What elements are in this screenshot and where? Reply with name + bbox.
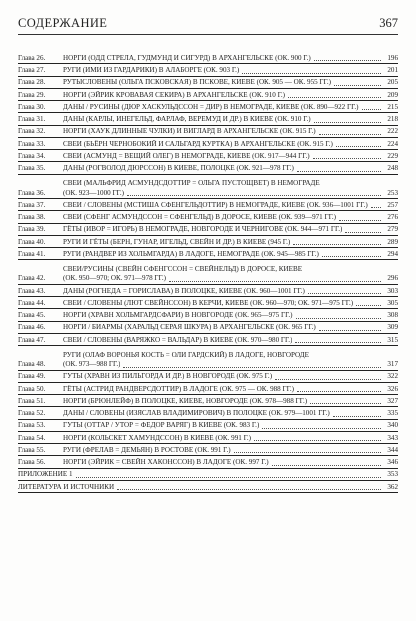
toc-entry-title: ЛИТЕРАТУРА И ИСТОЧНИКИ [18,482,115,491]
toc-entry-title: ДАНЫ (РОГНЕДА = ГОРИСЛАВА) В ПОЛОЦКЕ, КИЕВЕ (ОК. 960—1001 ГГ.) [63,286,305,295]
toc-entry-title: НОРГИ (КОЛЬСКЕТ ХАМУНДССОН) В КИЕВЕ (ОК. 991 Г.) [63,433,252,442]
row-rule [18,492,398,493]
dot-leader [295,342,381,343]
toc-page-number: 294 [387,249,398,258]
toc-entry [18,371,398,383]
toc-entry [18,260,398,285]
dot-leader [127,195,381,196]
toc-chapter-label: Глава 32. [18,127,46,136]
toc-entry-title: РУГИ (ИМИ ИЗ ГАРДАРИКИ) В АЛАБОРГЕ (ОК. 903 Г.) [63,66,240,74]
toc-entry-title: РУГИ И ГЁТЫ (БЕРН, ГУНАР, ИГЕЛЬД, СВЕЙН И ДР.) В КИЕВЕ (945 Г.) [63,237,291,246]
toc-chapter-label: Глава 55. [18,445,46,454]
toc-page-number: 296 [387,274,398,283]
toc-chapter-label: Глава 30. [18,102,46,111]
toc-chapter-label: Глава 49. [18,372,46,381]
dot-leader [272,465,381,466]
toc-entry [18,432,398,444]
toc-entry-title: НОРГИ (ХРАВН ХОЛЬМГАРДСФАРИ) В НОВГОРОДЕ (ОК. 965—975 ГГ.) [63,311,293,319]
toc-entry [18,297,398,309]
toc-entry-title: ДАНЫ / СЛОВЕНЫ (ИЗЯСЛАВ ВЛАДИМИРОВИЧ) В ПОЛОЦКЕ (ОК. 979—1001 ГГ.) [63,409,330,417]
toc-entry [18,113,398,125]
page-header [18,14,398,35]
toc-page-number: 215 [387,102,398,111]
toc-entry [18,407,398,419]
dot-leader [262,428,381,429]
toc-page-number: 362 [387,482,398,491]
toc-chapter-label: Глава 45. [18,311,46,319]
toc-entry-title-continued: (ОК. 950—970; ОК. 971—978 ГГ.) [63,274,166,283]
toc-entry-title: ДАНЫ (РОГВОЛОД ДЮРССОН) В КИЕВЕ, ПОЛОЦКЕ (ОК. 921—978 ГГ.) [63,164,294,172]
toc-chapter-label: Глава 31. [18,115,46,123]
toc-entry [18,64,398,76]
page-number: 367 [379,16,398,30]
toc-entry-title: НОРГИ / БИАРМЫ (ХАРАЛЬД СЕРАЯ ШКУРА) В АРХАНГЕЛЬСКЕ (ОК. 965 ГГ.) [63,323,316,332]
toc-entry-title: ГУТЫ (ОТТАР / УТОР = ФЕДОР ВАРЯГ) В КИЕВЕ (ОК. 983 Г.) [63,421,260,430]
toc-entry [18,77,398,89]
toc-page-number: 289 [387,237,398,246]
toc-chapter-label: Глава 29. [18,90,46,99]
dot-leader [169,281,381,282]
toc-chapter-label: Глава 39. [18,225,46,234]
toc-page-number: 309 [387,323,398,332]
toc-entry [18,285,398,297]
toc-page-number: 248 [387,164,398,172]
toc-chapter-label: Глава 33. [18,139,46,148]
toc-page-number: 305 [387,298,398,307]
toc-entry-title: НОРГИ (ЭЙРИК КРОВАВАЯ СЕКИРА) В АРХАНГЕЛЬСКЕ (ОК. 910 Г.) [63,90,286,99]
toc-entry-title: РУГИ (ФРЕЛАВ = ДЕМЬЯН) В РОСТОВЕ (ОК. 991 Г.) [63,445,231,454]
toc-entry-title: НОРГИ (ХАУК ДЛИННЫЕ ЧУЛКИ) И ВИГЛАРД В АРХАНГЕЛЬСКЕ (ОК. 915 Г.) [63,127,316,136]
toc-page-number: 346 [387,458,398,466]
toc-entry-title: СВЕИ/РУСИНЫ (СВЕЙН СФЕНГССОН = СВЕЙНЕЛЬД) В ДОРОСЕ, КИЕВЕ [63,264,303,273]
toc-chapter-label: Глава 48. [18,360,46,368]
toc-page-number: 308 [387,311,398,319]
toc-page-number: 218 [387,115,398,123]
dot-leader [319,330,381,331]
toc-entry-body [63,179,398,199]
toc-entry-title: НОРГИ (БРЮНЛЕЙФ) В ПОЛОЦКЕ, КИЕВЕ, НОВГОРОДЕ (ОК. 978—988 ГГ.) [63,396,308,405]
dot-leader [362,109,381,110]
toc-entry-title: СВЕИ (БЬЁРН ЧЕРНОБОКИЙ И САЛЬГАРД КУРТКА) В АРХАНГЕЛЬСКЕ (ОК. 915 Г.) [63,139,333,148]
dot-leader [117,489,381,490]
dot-leader [314,122,381,123]
toc-chapter-label: Глава 46. [18,323,46,332]
toc-page-number: 205 [387,78,398,87]
toc-chapter-label: Глава 53. [18,421,46,430]
toc-chapter-label: Глава 47. [18,335,46,344]
dot-leader [275,379,381,380]
toc-entry-title: СВЕИ / СЛОВЕНЫ (ЛЮТ СВЕЙНССОН) В КЕРЧИ, КИЕВЕ (ОК. 960—970; ОК. 971—975 ГГ.) [63,298,354,307]
dot-leader [297,391,381,392]
toc-entry [18,420,398,432]
toc-entry [18,481,398,493]
toc-page-number: 335 [387,409,398,417]
toc-chapter-label: Глава 50. [18,384,46,393]
dot-leader [234,452,381,453]
toc-entry [18,162,398,174]
toc-page-number: 257 [387,200,398,209]
toc-entry-title: РУГИ (РАНДВЕР ИЗ ХОЛЬМГАРДА) В ЛАДОГЕ, НЕМОГРАДЕ (ОК. 945—985 ГГ.) [63,249,319,258]
toc-chapter-label: Глава 54. [18,433,46,442]
toc-chapter-label: Глава 51. [18,396,46,405]
toc-entry [18,175,398,200]
toc-page-number: 224 [387,139,398,148]
toc-chapter-label: Глава 34. [18,151,46,160]
dot-leader [336,146,381,147]
toc-entry [18,322,398,334]
toc-page-number: 276 [387,213,398,221]
dot-leader [371,207,381,208]
toc-chapter-label: Глава 42. [18,274,46,283]
toc-chapter-label: Глава 37. [18,200,46,209]
toc-entry [18,211,398,223]
toc-page-number: 279 [387,225,398,234]
toc-entry-title: СВЕИ (МАЛЬФРИД АСМУНДСДОТТИР = ОЛЬГА ПУСТОЩВЕТ) В НЕМОГРАДЕ [63,179,320,187]
toc-chapter-label: Глава 41. [18,249,46,258]
dot-leader [297,171,381,172]
toc-page-number: 317 [387,360,398,368]
toc-page-number: 322 [387,372,398,381]
toc-entry [18,444,398,456]
toc-page-number: 340 [387,421,398,430]
toc-entry-title: РУТЫСЛОВЕНЫ (ОЛЬГА ПСКОВСКАЯ) В ПСКОВЕ, КИЕВЕ (ОК. 905 — ОК. 955 ГГ.) [63,78,331,87]
toc-entry [18,52,398,64]
toc-entry-title: ГУТЫ (ХРАВН ИЗ ПИЛЬГОРДА И ДР.) В НОВГОРОДЕ (ОК. 975 Г.) [63,372,273,381]
toc-entry-body [63,351,398,371]
toc-chapter-label: Глава 52. [18,409,46,417]
toc-entry-title: СВЕИ (АСМУНД = ВЕЩИЙ ОЛЕГ) В НЕМОГРАДЕ, КИЕВЕ (ОК. 917—944 ГГ.) [63,151,310,160]
toc-entry-title: РУГИ (ОЛАФ ВОРОНЬЯ КОСТЬ = ОЛИ ГАРДСКИЙ) В ЛАДОГЕ, НОВГОРОДЕ [63,350,309,359]
toc-entry [18,89,398,101]
toc-page-number: 343 [387,433,398,442]
toc-page-number: 344 [387,445,398,454]
toc-page-number: 209 [387,90,398,99]
toc-page-number: 196 [387,53,398,62]
toc-entry-title-continued: (ОК. 923—1000 ГГ.) [63,188,124,197]
toc-entry [18,383,398,395]
toc-entry-title: СВЕИ / СЛОВЕНЫ (МСТИША СФЕНГЕЛЬДОТТИР) В НЕМОГРАДЕ, КИЕВЕ (ОК. 936—1001 ГГ.) [63,200,368,209]
toc-entry-title: СВЕИ (СФЕНГ АСМУНДССОН = СФЕНГЕЛЬД) В ДОРОСЕ, КИЕВЕ (ОК. 939—971 ГГ.) [63,213,337,221]
toc-entry-title: ПРИЛОЖЕНИЕ 1 [18,470,73,479]
toc-chapter-label: Глава 27. [18,66,46,74]
toc-entry [18,456,398,468]
dot-leader [313,158,381,159]
toc-entry [18,346,398,371]
toc-entry [18,236,398,248]
toc-chapter-label: Глава 38. [18,213,46,221]
toc-entry [18,138,398,150]
toc-entry-title: НОРГИ (ОДД СТРЕЛА, ГУДМУНД И СИГУРД) В АРХАНГЕЛЬСКЕ (ОК. 900 Г.) [63,53,311,62]
dot-leader [333,416,381,417]
toc-entry [18,199,398,211]
toc-entry [18,469,398,481]
toc-chapter-label: Глава 35. [18,164,46,172]
toc-page-number: 327 [387,396,398,405]
toc-entry [18,334,398,346]
toc-entry-title: НОРГИ (ЭЙРИК = СВЕЙН ХАКОНССОН) В ЛАДОГЕ (ОК. 997 Г.) [63,458,269,466]
dot-leader [123,367,381,368]
dot-leader [308,293,381,294]
dot-leader [334,85,381,86]
dot-leader [356,305,381,306]
toc-page-number: 315 [387,335,398,344]
toc-entry-title: ГЁТЫ (АСТРИД РАНДВЕРСДОТТИР) В ЛАДОГЕ (ОК. 975 — ОК. 988 ГГ.) [63,384,295,393]
toc-entry [18,126,398,138]
toc-entry [18,101,398,113]
toc-chapter-label: Глава 56. [18,458,46,466]
toc-page-number: 353 [387,470,398,479]
toc-page-number: 201 [387,66,398,74]
dot-leader [345,232,381,233]
toc-entry [18,224,398,236]
dot-leader [319,134,381,135]
toc-chapter-label: Глава 43. [18,286,46,295]
toc-entry-title: ДАНЫ (КАРЛЫ, ИНЕГЕЛЬД, ФАРЛАФ, ВЕРЕМУД И ДР.) В КИЕВЕ (ОК. 910 Г.) [63,115,311,123]
toc-page-number: 253 [387,188,398,197]
toc-chapter-label: Глава 44. [18,298,46,307]
toc-page-number: 229 [387,151,398,160]
toc-chapter-label: Глава 36. [18,188,46,197]
toc-entry [18,395,398,407]
toc-entry-body [63,265,398,285]
dot-leader [254,440,381,441]
toc-entry-title: ДАНЫ / РУСИНЫ (ДЮР ХАСКУЛЬДССОН = ДИР) В НЕМОГРАДЕ, КИЕВЕ (ОК. 890—922 ГГ.) [63,102,359,111]
dot-leader [322,256,381,257]
toc-chapter-label: Глава 26. [18,53,46,62]
toc-entry [18,309,398,321]
dot-leader [296,318,381,319]
toc-page-number: 326 [387,384,398,393]
toc-entry [18,248,398,260]
toc-page-number: 222 [387,127,398,136]
toc-entry-title: СВЕИ / СЛОВЕНЫ (ВАРЯЖКО = ВАЛЬДАР) В КИЕВЕ (ОК. 970—980 ГГ.) [63,335,293,344]
dot-leader [288,97,381,98]
toc-entry-title-continued: (ОК. 973—988 ГГ.) [63,360,121,368]
dot-leader [242,73,381,74]
dot-leader [310,403,381,404]
dot-leader [76,477,381,478]
page-title: СОДЕРЖАНИЕ [18,16,108,30]
toc-chapter-label: Глава 40. [18,237,46,246]
dot-leader [339,220,381,221]
dot-leader [293,244,381,245]
toc-page-number: 303 [387,286,398,295]
toc-entry [18,150,398,162]
table-of-contents [18,52,398,493]
toc-chapter-label: Глава 28. [18,78,46,87]
dot-leader [314,60,381,61]
toc-entry-title: ГЁТЫ (ИВОР = ИГОРЬ) В НЕМОГРАДЕ, НОВГОРОДЕ И ЧЕРНИГОВЕ (ОК. 944—971 ГГ.) [63,225,343,234]
